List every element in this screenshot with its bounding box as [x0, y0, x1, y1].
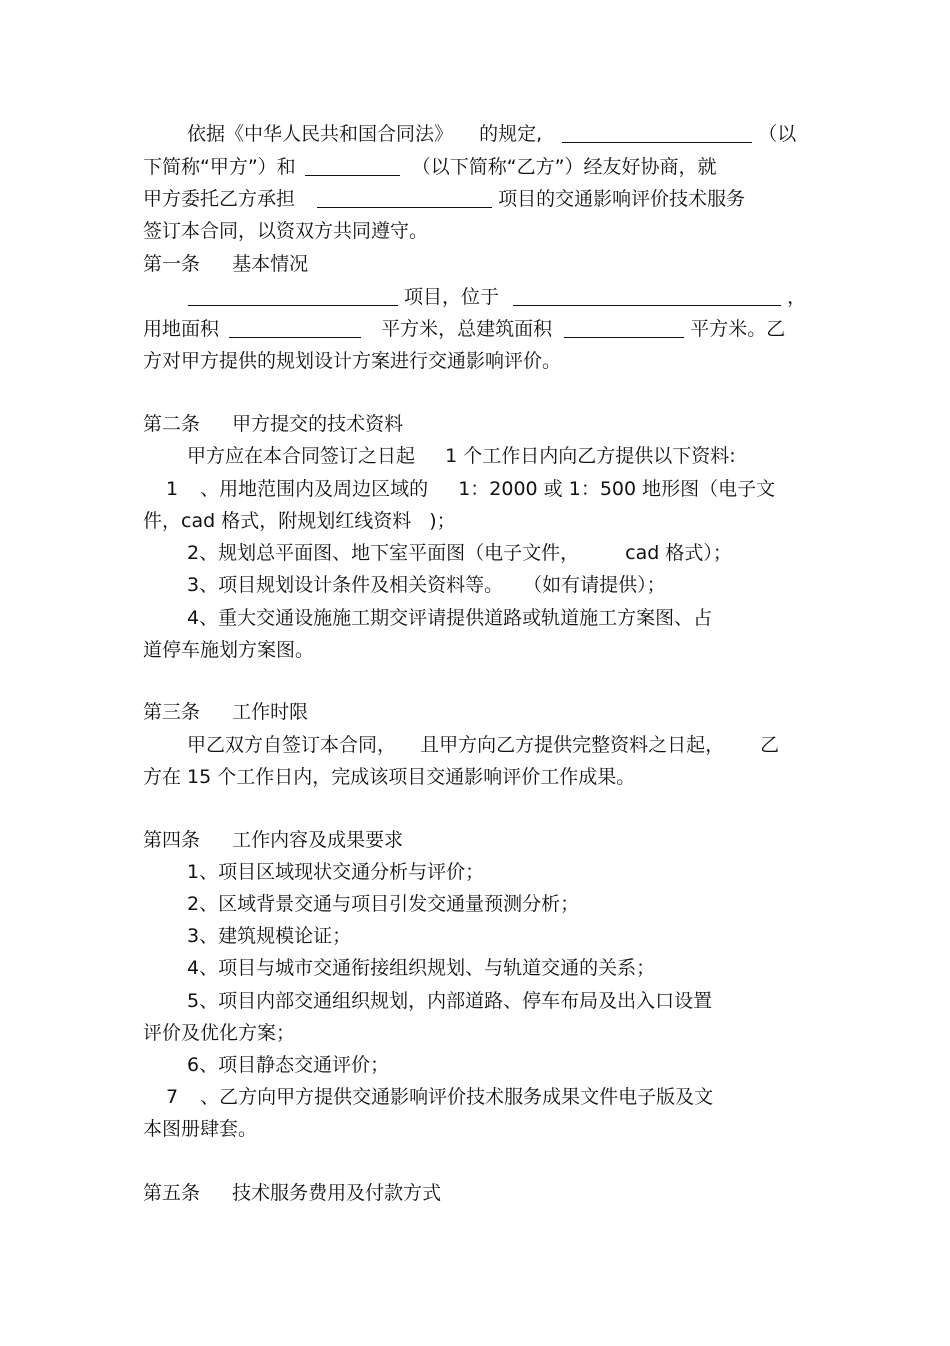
preamble-line-1: 依据《中华人民共和国合同法》 的规定, （以 — [187, 123, 797, 145]
article-2-item-4: 4、重大交通设施施工期交评请提供道路或轨道施工方案图、占 — [187, 607, 713, 629]
article-4-heading: 第四条 工作内容及成果要求 — [143, 829, 404, 851]
article-4-item-5: 5、项目内部交通组织规划，内部道路、停车布局及出入口设置 — [187, 990, 713, 1012]
article-1-line-2: 用地面积 平方米，总建筑面积 平方米。乙 — [143, 318, 786, 340]
article-4-item-6: 6、项目静态交通评价； — [187, 1054, 390, 1076]
party-a-name-blank[interactable] — [562, 122, 752, 143]
building-area-blank[interactable] — [564, 317, 684, 338]
article-4-item-7-cont: 本图册肆套。 — [143, 1118, 258, 1140]
article-5-heading: 第五条 技术服务费用及付款方式 — [143, 1182, 442, 1204]
article-1-heading: 第一条 基本情况 — [143, 253, 309, 275]
article-4-item-5-cont: 评价及优化方案； — [143, 1022, 296, 1044]
article-1-line-3: 方对甲方提供的规划设计方案进行交通影响评价。 — [143, 350, 562, 372]
article-4-item-2: 2、区域背景交通与项目引发交通量预测分析； — [187, 893, 580, 915]
article-3-line-1: 甲乙双方自签订本合同， 且甲方向乙方提供完整资料之日起， 乙 — [187, 734, 780, 756]
article-4-item-4: 4、项目与城市交通衔接组织规划、与轨道交通的关系； — [187, 957, 656, 979]
article-1-line-1: 项目，位于 ， — [188, 284, 806, 310]
article-3-heading: 第三条 工作时限 — [143, 701, 309, 723]
article-4-item-3: 3、建筑规模论证； — [187, 925, 352, 947]
article-2-intro: 甲方应在本合同签订之日起 1 个工作日内向乙方提供以下资料: — [187, 445, 736, 467]
article-4-item-7: 7 、乙方向甲方提供交通影响评价技术服务成果文件电子版及文 — [166, 1086, 714, 1108]
preamble-line-4: 签订本合同，以资双方共同遵守。 — [143, 220, 429, 242]
article-2-item-1: 1 、用地范围内及周边区域的 1：2000 或 1：500 地形图（电子文 — [166, 478, 776, 500]
contract-law-reference: 依据《中华人民共和国合同法》 — [187, 123, 454, 145]
article-3-line-2: 方在 15 个工作日内，完成该项目交通影响评价工作成果。 — [143, 766, 636, 788]
article-2-item-4-cont: 道停车施划方案图。 — [143, 639, 315, 661]
land-area-blank[interactable] — [229, 317, 361, 338]
article-2-heading: 第二条 甲方提交的技术资料 — [143, 413, 404, 435]
project-blank[interactable] — [188, 285, 398, 306]
article-4-item-1: 1、项目区域现状交通分析与评价； — [187, 861, 485, 883]
project-location-blank[interactable] — [513, 285, 781, 306]
preamble-line-2: 下简称“甲方”）和 （以下简称“乙方”）经友好协商，就 — [143, 156, 717, 178]
project-name-blank[interactable] — [317, 187, 492, 208]
article-2-item-2: 2、规划总平面图、地下室平面图（电子文件， cad 格式）； — [187, 542, 732, 564]
party-b-name-blank[interactable] — [305, 155, 400, 176]
preamble-line-3: 甲方委托乙方承担 项目的交通影响评价技术服务 — [143, 188, 746, 210]
article-2-item-3: 3、项目规划设计条件及相关资料等。 （如有请提供）； — [187, 574, 666, 596]
article-2-item-1-cont: 件，cad 格式，附规划红线资料 )； — [143, 510, 456, 532]
